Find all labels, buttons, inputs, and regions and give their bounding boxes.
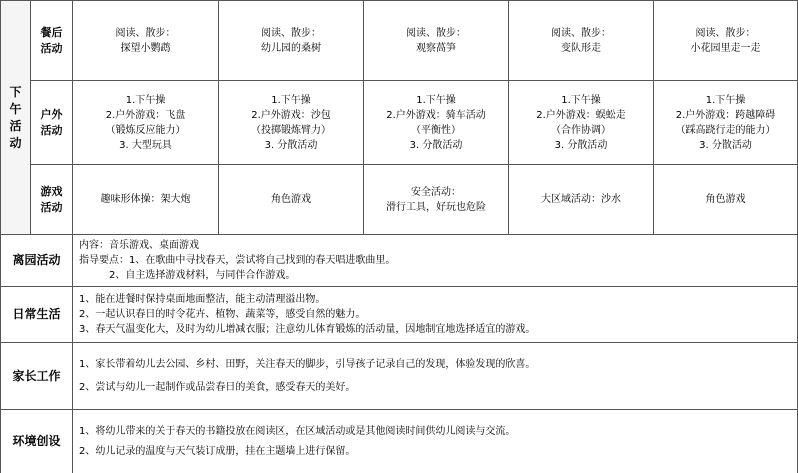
section-title-environment: 环境创设 xyxy=(1,410,73,473)
afternoon-label: 下 午 活 动 xyxy=(1,1,31,235)
row-label-game: 游戏 活动 xyxy=(31,165,73,235)
row-after-meal xyxy=(1,1,798,81)
section-body-parent-work: 1、家长带着幼儿去公园、乡村、田野，关注春天的脚步，引导孩子记录自己的发现，体验发现的欣喜。 2、尝试与幼儿一起制作或品尝春日的美食，感受春天的美好。 xyxy=(73,343,798,410)
outdoor-fri: 1.下午操 2.户外游戏：跨越障碍 （踩高跷行走的能力） 3. 分散活动 xyxy=(654,81,798,165)
row-daily-life xyxy=(1,287,798,343)
game-wed: 安全活动： 滑行工具，好玩也危险 xyxy=(364,165,509,235)
section-body-leaving: 内容：音乐游戏、桌面游戏 指导要点：1、在歌曲中寻找春天，尝试将自己找到的春天唱进歌曲里。 2、自主选择游戏材料，与同伴合作游戏。 xyxy=(73,235,798,287)
game-thu: 大区域活动：沙水 xyxy=(509,165,654,235)
outdoor-wed: 1.下午操 2.户外游戏：骑车活动 （平衡性） 3. 分散活动 xyxy=(364,81,509,165)
game-fri: 角色游戏 xyxy=(654,165,798,235)
row-leaving xyxy=(1,235,798,287)
row-game xyxy=(1,165,798,235)
after-meal-tue: 阅读、散步： 幼儿园的桑树 xyxy=(219,1,364,81)
section-body-environment: 1、将幼儿带来的关于春天的书籍投放在阅读区，在区域活动或是其他阅读时间供幼儿阅读与交流。 2、幼儿记录的温度与天气装订成册，挂在主题墙上进行保留。 xyxy=(73,410,798,473)
after-meal-thu: 阅读、散步： 变队形走 xyxy=(509,1,654,81)
after-meal-mon: 阅读、散步： 探望小鹦鹉 xyxy=(73,1,219,81)
row-label-after-meal: 餐后 活动 xyxy=(31,1,73,81)
row-label-outdoor: 户外 活动 xyxy=(31,81,73,165)
game-tue: 角色游戏 xyxy=(219,165,364,235)
outdoor-thu: 1.下午操 2.户外游戏：蜈蚣走 （合作协调） 3. 分散活动 xyxy=(509,81,654,165)
row-environment xyxy=(1,410,798,473)
outdoor-tue: 1.下午操 2.户外游戏：沙包 （投掷锻炼臂力） 3. 分散活动 xyxy=(219,81,364,165)
outdoor-mon: 1.下午操 2.户外游戏：飞盘 （锻炼反应能力） 3. 大型玩具 xyxy=(73,81,219,165)
after-meal-fri: 阅读、散步： 小花园里走一走 xyxy=(654,1,798,81)
after-meal-wed: 阅读、散步： 观察萵笋 xyxy=(364,1,509,81)
section-title-daily-life: 日常生活 xyxy=(1,287,73,343)
section-title-leaving: 离园活动 xyxy=(1,235,73,287)
section-title-parent-work: 家长工作 xyxy=(1,343,73,410)
row-outdoor xyxy=(1,81,798,165)
game-mon: 趣味形体操：架大炮 xyxy=(73,165,219,235)
section-body-daily-life: 1、能在进餐时保持桌面地面整洁，能主动清理溢出物。 2、一起认识春日的时令花卉、植物、蔬菜等，感受自然的魅力。 3、春天气温变化大，及时为幼儿增减衣服；注意幼儿体育锻炼的活动量，因地制宜地选择适宜的游戏。 xyxy=(73,287,798,343)
row-parent-work xyxy=(1,343,798,410)
